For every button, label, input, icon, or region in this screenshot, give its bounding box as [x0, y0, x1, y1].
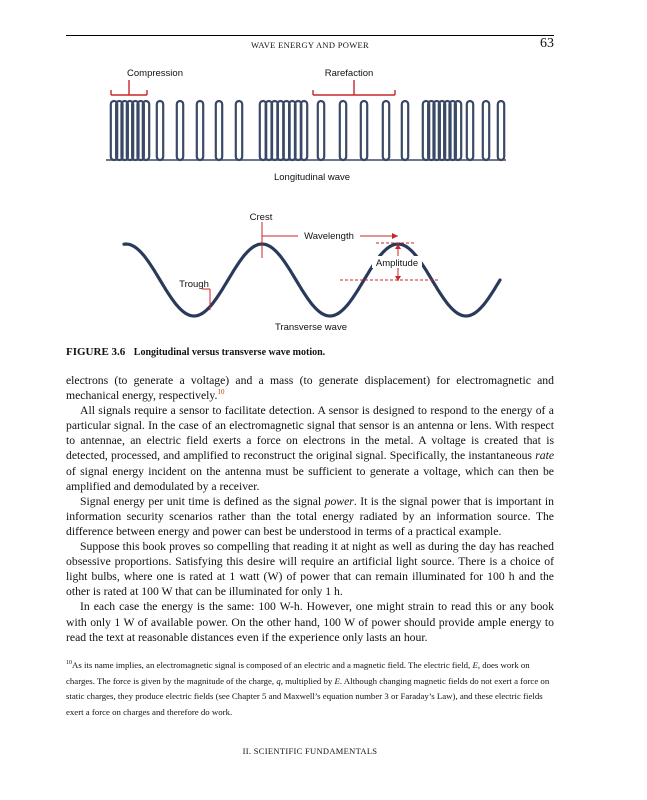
figure-caption-text: Longitudinal versus transverse wave motion.: [133, 347, 326, 358]
compression-bracket: [111, 80, 147, 95]
footnote-symbol-e2: E: [334, 675, 340, 686]
spring-coil: [236, 101, 242, 160]
paragraph-4: [66, 539, 554, 599]
spring-coil: [157, 101, 163, 160]
spring-coil: [340, 101, 346, 160]
spring-coil: [197, 101, 203, 160]
footnote-text-b: , does work on charges. The force is given by the magnitude of the charge,: [66, 660, 530, 686]
paragraph-3-text-b: . It is the signal power that is important in information security scenarios rather than the total energy radiated by an information source. The difference between energy and power can best be understood in terms of a practical example.: [66, 494, 554, 538]
spring-coil: [383, 101, 389, 160]
paragraph-2-text-b: Specifically, the instantaneous: [389, 449, 532, 463]
figure-caption: [66, 346, 554, 358]
spring-coil: [301, 101, 307, 160]
body-text: [66, 373, 554, 645]
footnote-text-a: As its name implies, an electromagnetic signal is composed of an electric and a magnetic field. The electric field,: [72, 660, 471, 670]
footer-section-title: II. SCIENTIFIC FUNDAMENTALS: [242, 746, 378, 756]
footnote-symbol-q: q: [276, 675, 281, 686]
spring-coil: [467, 101, 473, 160]
spring-coil: [483, 101, 489, 160]
footnote-text-c: , multiplied by: [280, 675, 333, 686]
figure-number: FIGURE 3.6: [66, 346, 126, 358]
spring-coil: [143, 101, 149, 160]
paragraph-2-text-c: of signal energy incident on the antenna must be sufficient to generate a voltage, which can then be amplified and demodulated by a receiver.: [66, 464, 554, 493]
spring-coil: [216, 101, 222, 160]
wavelength-arrow-right: [392, 233, 398, 239]
transverse-wave-label: Transverse wave: [275, 322, 347, 333]
longitudinal-wave-label: Longitudinal wave: [273, 172, 351, 183]
spring-coil: [498, 101, 504, 160]
spring-coil: [402, 101, 408, 160]
spring-coil: [177, 101, 183, 160]
paragraph-3: [66, 494, 554, 539]
footnote-number: 10: [66, 660, 72, 667]
paragraph-5: [66, 599, 554, 644]
paragraph-1-text: electrons (to generate a voltage) and a mass (to generate displacement) for electromagnetic and mechanical energy, respectively.: [66, 374, 554, 403]
page-number: 63: [540, 36, 554, 51]
wave-figure: [0, 0, 647, 345]
footnote: [66, 658, 554, 720]
amplitude-label: Amplitude: [375, 258, 419, 269]
paragraph-2-emphasis: rate: [535, 449, 555, 463]
paragraph-4-text: Suppose this book proves so compelling that reading it at night as well as during the day has reached obsessive proportions. Satisfying this desire will require an artificial light source. There is a choice of light bulbs, where one is rated at 1 watt (W) of power that can remain illuminated for 100 h and the other is rated at 100 W that can be illuminated for only 1 h.: [66, 540, 554, 599]
paragraph-5-text: In each case the energy is the same: 100 W-h. However, one might strain to read this or any book with only 1 W of available power. On the other hand, 100 W of power should provide ample energy to read the text at reasonable distances even if the experience only lasts an hour.: [66, 600, 554, 644]
paragraph-2: [66, 403, 554, 494]
paragraph-1: [66, 373, 554, 403]
rarefaction-label: Rarefaction: [324, 68, 374, 79]
footnote-text-d: . Although changing magnetic fields do not exert a force on static charges, they produce electric fields (see Chapter 5 and Maxwell’s equation number 3 or Faraday’s Law), and these electric fields exert a force on charges and therefore do work.: [66, 675, 550, 717]
rarefaction-bracket: [313, 80, 395, 95]
paragraph-3-emphasis: power: [324, 494, 354, 508]
spring-coil: [361, 101, 367, 160]
paragraph-2-text: All signals require a sensor to facilitate detection. A sensor is designed to respond to the energy of a particular signal. In the case of an electromagnetic signal that sensor is an antenna or lens. With respect to antennae, an electric field exerts a force on electrons in the metal. A voltage is created that is detected, processed, and amplified to reconstruct the original signal.: [66, 404, 554, 463]
footnote-ref[interactable]: 10: [217, 388, 225, 397]
footnote-symbol-e: E: [472, 660, 478, 670]
longitudinal-spring: [106, 101, 506, 160]
running-head: WAVE ENERGY AND POWER: [251, 40, 369, 50]
spring-coil: [318, 101, 324, 160]
crest-label: Crest: [249, 212, 273, 223]
spring-coil: [455, 101, 461, 160]
compression-label: Compression: [127, 68, 183, 79]
trough-label: Trough: [179, 279, 209, 290]
wavelength-label: Wavelength: [304, 231, 354, 242]
paragraph-3-text: Signal energy per unit time is defined as the signal: [80, 494, 322, 508]
